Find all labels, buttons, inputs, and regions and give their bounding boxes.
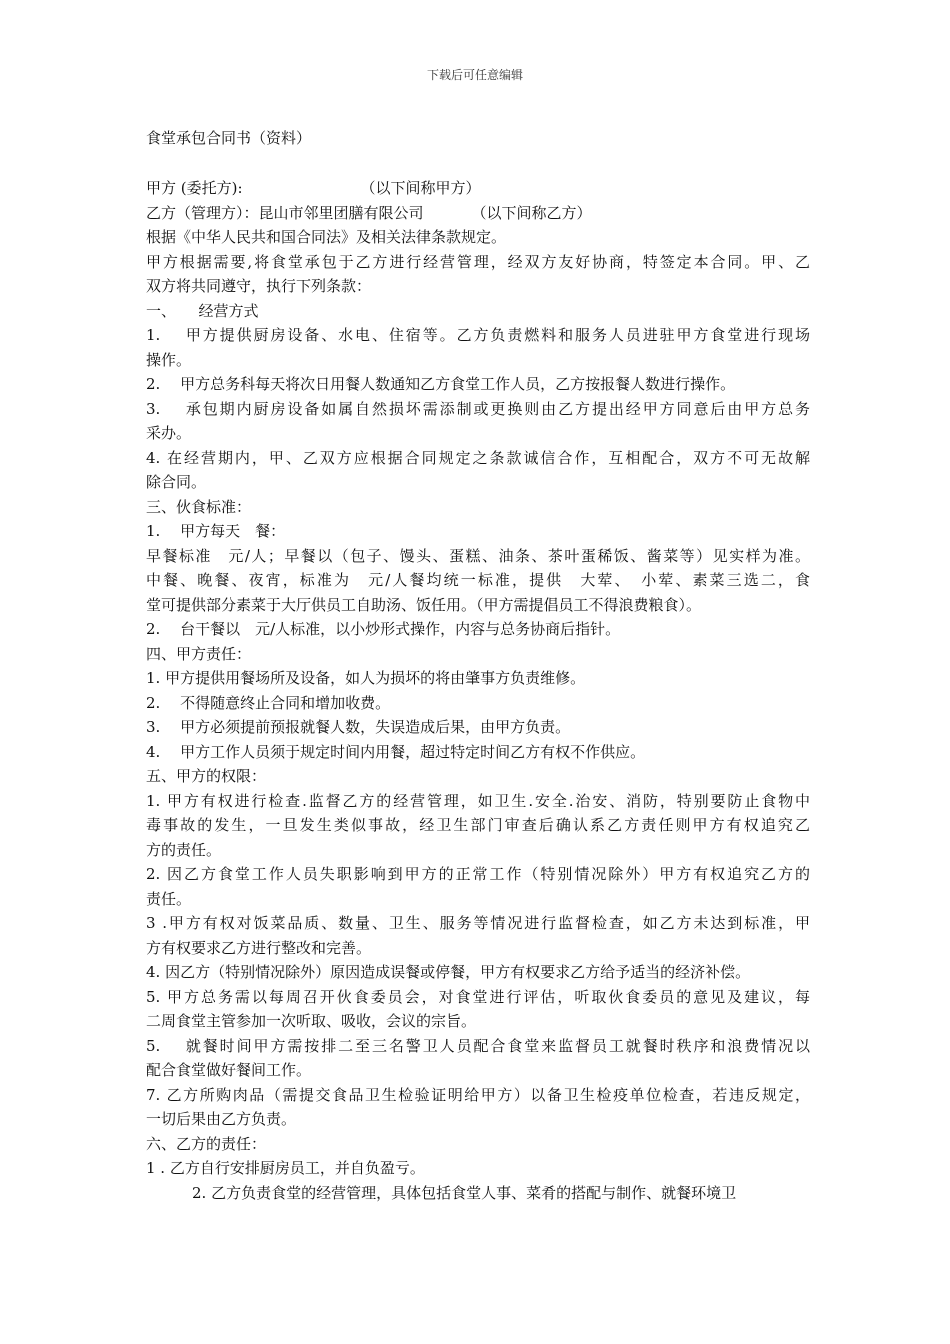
paragraph-line: 1. 甲方有权进行检查.监督乙方的经营管理，如卫生.安全.治安、消防，特别要防止食物中 bbox=[146, 791, 810, 810]
paragraph-line: 2. 甲方总务科每天将次日用餐人数通知乙方食堂工作人员，乙方按报餐人数进行操作。 bbox=[146, 375, 736, 393]
paragraph-line: 3. 甲方必须提前预报就餐人数，失误造成后果，由甲方负责。 bbox=[146, 718, 571, 736]
party-a-suffix: （以下间称甲方） bbox=[360, 179, 481, 197]
paragraph-line: 2. 因乙方食堂工作人员失职影响到甲方的正常工作（特别情况除外）甲方有权追究乙方的 bbox=[146, 865, 810, 883]
section-heading: 三、伙食标准： bbox=[146, 497, 252, 516]
party-a-label: 甲方 (委托方): bbox=[146, 179, 243, 197]
paragraph-line: 1 . 乙方自行安排厨房员工，并自负盈亏。 bbox=[146, 1159, 425, 1177]
paragraph-line: 中餐、晚餐、夜宵，标准为 元/人餐均统一标准，提供 大荤、 小荤、素菜三选二，食 bbox=[146, 571, 810, 589]
paragraph-line: 甲方根据需要,将食堂承包于乙方进行经营管理，经双方友好协商，特签定本合同。甲、乙 bbox=[146, 252, 810, 271]
section-heading: 四、甲方责任： bbox=[146, 644, 252, 663]
paragraph-line: 2. 乙方负责食堂的经营管理，具体包括食堂人事、菜肴的搭配与制作、就餐环境卫 bbox=[192, 1183, 737, 1202]
paragraph-line: 7. 乙方所购肉品（需提交食品卫生检验证明给甲方）以备卫生检疫单位检查，若违反规定， bbox=[146, 1085, 810, 1104]
section-heading: 一、 经营方式 bbox=[146, 301, 259, 320]
paragraph-line: 二周食堂主管参加一次听取、吸收，会议的宗旨。 bbox=[146, 1012, 477, 1030]
paragraph-line: 根据《中华人民共和国合同法》及相关法律条款规定。 bbox=[146, 228, 507, 246]
paragraph-line: 1. 甲方每天 餐： bbox=[146, 522, 286, 540]
paragraph-line: 3 .甲方有权对饭菜品质、数量、卫生、服务等情况进行监督检查，如乙方未达到标准，甲 bbox=[146, 914, 810, 932]
paragraph-line: 4. 在经营期内，甲、乙双方应根据合同规定之条款诚信合作，互相配合，双方不可无故解 bbox=[146, 448, 810, 467]
paragraph-line: 2. 台干餐以 元/人标准，以小炒形式操作，内容与总务协商后指针。 bbox=[146, 620, 621, 638]
party-b-line bbox=[146, 201, 810, 226]
paragraph-line: 4. 甲方工作人员须于规定时间内用餐，超过特定时间乙方有权不作供应。 bbox=[146, 742, 646, 761]
section-heading: 五、甲方的权限： bbox=[146, 767, 267, 785]
paragraph-line: 4. 因乙方（特别情况除外）原因造成误餐或停餐，甲方有权要求乙方给予适当的经济补偿。 bbox=[146, 963, 751, 981]
paragraph-line: 早餐标准 元/人；早餐以（包子、馒头、蛋糕、油条、茶叶蛋稀饭、酱菜等）见实样为准。 bbox=[146, 546, 810, 565]
paragraph-line: 一切后果由乙方负责。 bbox=[146, 1110, 297, 1128]
paragraph-line: 责任。 bbox=[146, 889, 192, 908]
party-b-label: 乙方（管理方）：昆山市邻里团膳有限公司 bbox=[146, 203, 424, 222]
paragraph-line: 5. 就餐时间甲方需按排二至三名警卫人员配合食堂来监督员工就餐时秩序和浪费情况以 bbox=[146, 1036, 810, 1055]
paragraph-line: 毒事故的发生，一旦发生类似事故，经卫生部门审查后确认系乙方责任则甲方有权追究乙 bbox=[146, 816, 810, 834]
paragraph-line: 1. 甲方提供用餐场所及设备，如人为损坏的将由肇事方负责维修。 bbox=[146, 669, 586, 687]
paragraph-line: 3. 承包期内厨房设备如属自然损坏需添制或更换则由乙方提出经甲方同意后由甲方总务 bbox=[146, 399, 810, 418]
paragraph-line: 操作。 bbox=[146, 350, 192, 369]
paragraph-line: 方的责任。 bbox=[146, 840, 222, 859]
paragraph-line: 采办。 bbox=[146, 424, 192, 442]
document-title: 食堂承包合同书（资料） bbox=[146, 129, 312, 147]
party-b-suffix: （以下间称乙方） bbox=[471, 203, 592, 222]
paragraph-line: 堂可提供部分素菜于大厅供员工自助汤、饭任用。（甲方需提倡员工不得浪费粮食）。 bbox=[146, 595, 702, 614]
paragraph-line: 除合同。 bbox=[146, 473, 207, 491]
document-body bbox=[146, 176, 810, 1205]
paragraph-line: 方有权要求乙方进行整改和完善。 bbox=[146, 938, 372, 957]
paragraph-line: 配合食堂做好餐间工作。 bbox=[146, 1061, 312, 1079]
section-heading: 六、乙方的责任： bbox=[146, 1134, 267, 1153]
page-header: 下载后可任意编辑 bbox=[426, 68, 523, 82]
paragraph-line: 2. 不得随意终止合同和增加收费。 bbox=[146, 693, 391, 712]
paragraph-line: 1. 甲方提供厨房设备、水电、住宿等。乙方负责燃料和服务人员进驻甲方食堂进行现场 bbox=[146, 326, 810, 344]
party-a-line bbox=[146, 176, 810, 201]
paragraph-line: 双方将共同遵守，执行下列条款： bbox=[146, 277, 372, 295]
paragraph-line: 5. 甲方总务需以每周召开伙食委员会，对食堂进行评估，听取伙食委员的意见及建议，每 bbox=[146, 987, 810, 1006]
